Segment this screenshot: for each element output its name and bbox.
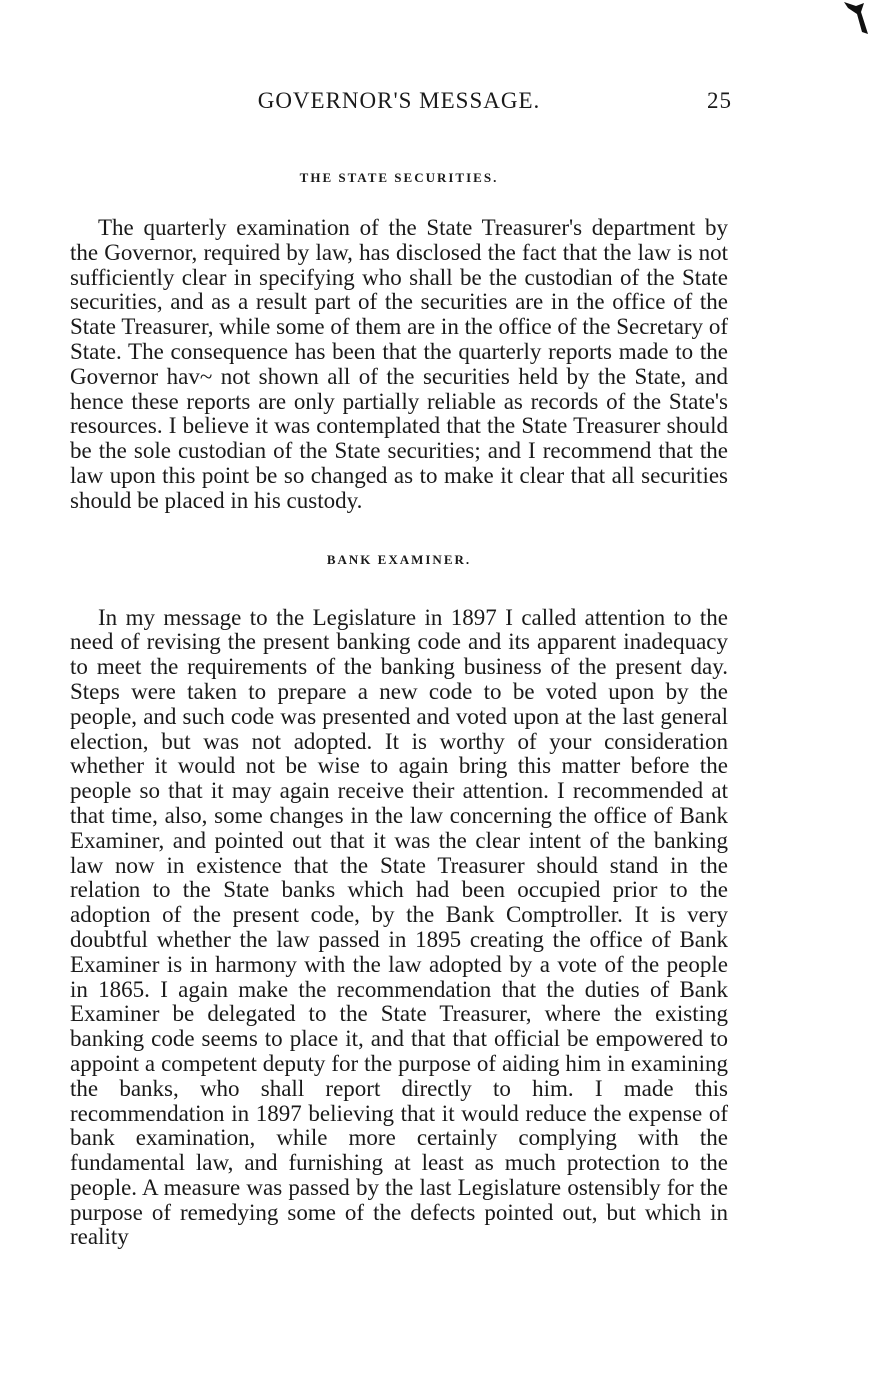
document-page: [70, 88, 732, 1250]
running-head: [70, 88, 732, 124]
paragraph-bank-examiner: In my message to the Legislature in 1897 I called attention to the need of revising the present banking code and its apparent inadequacy to meet the requirements of the banking business of the present day. Steps were taken to prepare a new code to be voted upon by the people, and such code was presented and voted upon at the last general election, but was not adopted. It is worthy of your consideration whether it would not be wise to again bring this matter before the people so that it may again receive their attention. I recommended at that time, also, some changes in the law concerning the office of Bank Examiner, and pointed out that it was the clear intent of the banking law now in existence that the State Treasurer should stand in the relation to the State banks which had been occupied prior to the adoption of the present code, by the Bank Comptroller. It is very doubtful whether the law passed in 1895 creating the office of Bank Examiner is in harmony with the law adopted by a vote of the people in 1865. I again make the recommendation that the duties of Bank Examiner be delegated to the State Treasurer, where the existing banking code seems to place it, and that that official be empowered to appoint a competent deputy for the purpose of aiding him in examining the banks, who shall report directly to him. I made this recommendation in 1897 believing that it would reduce the expense of bank examination, while more certainly complying with the fundamental law, and furnishing at least as much protection to the people. A measure was passed by the last Legislature ostensibly for the purpose of remedying some of the defects pointed out, but which in reality: [70, 604, 728, 1250]
page-corner-mark: [842, 0, 872, 36]
page-number: 25: [707, 88, 732, 113]
paragraph-state-securities: The quarterly examination of the State Treasurer's department by the Governor, required by law, has disclosed the fact that the law is not sufficiently clear in specifying who shall be the custodian of the State securities, and as a result part of the securities are in the office of the State Treasurer, while some of them are in the office of the Secretary of State. The consequence has been that the quarterly reports made to the Governor hav~ not shown all of the securities held by the State, and hence these reports are only partially reliable as records of the State's resources. I believe it was contemplated that the State Treasurer should be the sole custodian of the State securities; and I recommend that the law upon this point be so changed as to make it clear that all securities should be placed in his custody.: [70, 215, 728, 513]
section-heading-state-securities: THE STATE SECURITIES.: [299, 170, 499, 185]
page-title: GOVERNOR'S MESSAGE.: [257, 88, 541, 113]
section-heading-bank-examiner: BANK EXAMINER.: [326, 551, 472, 567]
